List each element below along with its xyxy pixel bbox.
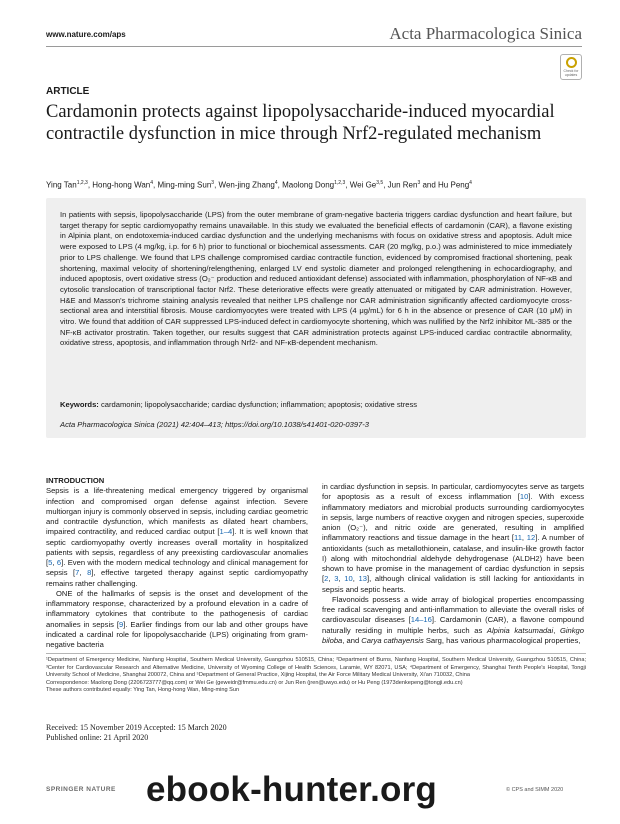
author-affiliation: 4 [150,180,154,186]
author-name: Wen-jing Zhang [218,180,275,190]
section-heading: INTRODUCTION [46,476,105,485]
reference-link[interactable]: 10 [519,492,529,502]
body-column-right [322,482,584,646]
reference-link[interactable]: 13 [358,574,367,584]
reference-link[interactable]: 10 [344,574,353,584]
author-name: Ying Tan [46,180,77,190]
reference-link[interactable]: 5 [48,558,53,567]
species-name: Alpinia katsumadai [486,625,554,635]
body-paragraph: Sepsis is a life-threatening medical emergency triggered by organismal infection and compromised organ defense against infection. Severe multiorgan injury is commonly observed in sepsis, including cardiac geometric and contractile dysfunction, which manifests as dilated heart chambers, impaired contractility, and reduced cardiac output [1–4]. It is well known that septic cardiomyopathy overtly increases overall mortality in hospitalized patients with sepsis, regardless of any preexisting cardiovascular anomalies [5, 6]. Even with the modern medical technology and clinical management for sepsis [7, 8], effective targeted therapy against septic cardiomyopathy remains rather challenging. [46,486,309,588]
journal-name: Acta Pharmacologica Sinica [389,24,582,43]
author-affiliation: 3 [417,180,421,186]
reference-link[interactable]: 2 [324,574,329,584]
author-name: Ming-ming Sun [157,180,212,190]
author-affiliation: 1,2,3 [76,180,88,186]
author-name: Maolong Dong [282,180,335,190]
reference-link[interactable]: 11 [514,533,522,543]
header-url[interactable]: www.nature.com/aps [46,30,126,39]
author-name: Jun Ren [387,180,418,190]
reference-link[interactable]: 7 [75,568,80,578]
affiliation-list: ¹Department of Emergency Medicine, Nanfang Hospital, Southern Medical University, Guangzhou 510515, China; ²Department of Burns, Nanfang Hospital, Southern Medical University, Guangzhou 510515, China; ³Center for Cardiovascular Research and Alternative Medicine, University of Wyoming College of Health Sciences, Laramie, WY 82071, USA; ⁴Department of Emergency, Shanghai Tenth People's Hospital, Tongji University School of Medicine, Shanghai 200072, China and ⁵Department of General Practice, Xijing Hospital, the Air Force Military Medical University, Xi'an 710032, China [46,657,586,679]
author-name: Hong-hong Wan [92,180,151,190]
body-paragraph: Flavonoids possess a wide array of biological properties encompassing free radical scavenging and anti-inflammation to alleviate the overall risks of cardiovascular diseases [14–16]. Cardamonin (CAR), a flavone compound naturally residing in multiple herbs, such as Alpinia katsumadai, Ginkgo biloba, and Carya cathayensis Sarg, has various pharmacological properties, [322,594,584,645]
abstract-text: In patients with sepsis, lipopolysaccharide (LPS) from the outer membrane of gram-negative bacteria triggers cardiac dysfunction and heart failure, but target therapy for septic cardiomyopathy remains unavailable. In this study we evaluated the beneficial effects of cardamonin (CAR), a flavone existing in Alpinia plant, on endotoxemia-induced cardiac dysfunction and the underlying mechanisms with focus on oxidative stress and apoptosis. Adult mice were exposed to LPS (4 mg/kg, i.p. for 6 h) prior to functional or biochemical assessments. CAR (20 mg/kg, p.o.) was administered to mice immediately prior to LPS challenge. We found that LPS challenge compromised cardiac contractile function, evidenced by compromised fractional shortening, peak shortening, maximal velocity of shortening/relengthening, enlarged LV end systolic diameter and prolonged relengthening in echocardiography, and induced apoptosis, overt oxidative stress (O₂⁻ production and reduced antioxidant defense) associated with inflammation, phosphorylation of NF-κB and cytosolic translocation of transcriptional factor Nrf2. These deteriorative effects were greatly attenuated or mitigated by CAR administration. However, H&E and Masson's trichrome staining analysis revealed that neither LPS challenge nor CAR administration significantly affected cardiomyocyte cross-sectional area and interstitial fibrosis. Mouse cardiomyocytes were treated with LPS (4 μg/mL) for 6 h in the absence or presence of CAR (10 μM) in vitro. We found that addition of CAR suppressed LPS-induced defect in cardiomyocyte shortening, which was nullified by the Nrf2 inhibitor ML-385 or the NF-κB activator prostratin. Taken together, our results suggest that CAR administration protects against LPS-induced cardiac contractile abnormality, oxidative stress, apoptosis, and inflammation through Nrf2- and NF-κB-dependent mechanism. [60,210,572,348]
correspondence[interactable]: Correspondence: Maolong Dong (2206723777@qq.com) or Wei Ge (geweidr@fmmu.edu.cn) or Jun Ren (jren@uwyo.edu) or Hu Peng (1973denkepeng@tongji.edu.cn) [46,679,463,686]
published-date: Published online: 21 April 2020 [46,733,149,742]
author-name: Wei Ge [349,180,377,190]
author-affiliation: 4 [274,180,278,186]
body-column-left [46,476,308,650]
header-rule [46,46,582,47]
keywords-label: Keywords: [60,400,99,409]
reference-link[interactable]: 6 [56,558,62,567]
received-accepted-dates: Received: 15 November 2019 Accepted: 15 March 2020 [46,723,227,732]
keywords-list: cardamonin; lipopolysaccharide; cardiac dysfunction; inflammation; apoptosis; oxidative stress [100,400,418,409]
abstract-box [46,198,586,438]
footnote-rule [46,653,586,654]
article-type-label: ARTICLE [46,86,90,97]
keywords [60,400,417,409]
author-affiliation: 1,2,3 [334,180,346,186]
equal-contribution-note: These authors contributed equally: Ying Tan, Hong-hong Wan, Ming-ming Sun [46,687,240,694]
reference-link[interactable]: 9 [118,619,124,629]
species-name: Ginkgo biloba [322,625,584,645]
author-list: Ying Tan$^{1,2,3}$, Hong-hong Wan$^4$, Ming-ming Sun$^3$, Wen-jing Zhang$^4$, Maolong Dong$^{1,2,3}$, Wei Ge$^{3,5}$, Jun Ren$^3$ and Hu Peng$^4$ [46,180,472,190]
check-for-updates-icon[interactable] [560,54,582,80]
article-dates [46,723,227,743]
species-name: Carya cathayensis [361,635,424,645]
author-affiliation: 3 [211,180,215,186]
author-name: Hu Peng [438,180,470,190]
body-paragraph: ONE of the hallmarks of sepsis is the onset and development of the inflammatory response, characterized by a profound elevation in a cadre of inflammatory cytokines that contribute to the pathogenesis of cardiac anomalies in sepsis [9]. Earlier findings from our lab and other groups have indicated a cardinal role for lipopolysaccharide (LPS) originating from gram-negative bacteria [46,588,308,649]
author-affiliation: 4 [469,180,472,186]
updates-badge-label: Check for updates [563,69,579,77]
reference-link[interactable]: 14–16 [410,615,432,625]
reference-link[interactable]: 12 [526,533,536,543]
reference-link[interactable]: 1–4 [219,527,233,537]
affiliations [46,657,586,695]
body-paragraph: in cardiac dysfunction in sepsis. In particular, cardiomyocytes serve as targets for apoptosis as a result of excess inflammation [10]. With excess inflammatory mediators and microbial products surrounding cardiomyocytes in sepsis, large numbers of reactive oxygen and nitrogen species, superoxide anion (O₂⁻), and nitric oxide are generated, resulting in amplified inflammatory reactions and tissue damage in the heart [11, 12]. A number of antioxidants (such as metallothionein, catalase, and insulin-like growth factor I) along with mitochondrial aldehyde dehydrogenase (ALDH2) have been shown to have promise in the management of cardiac dysfunction in sepsis [2, 3, 10, 13], although clinical validation is still lacking for antioxidants in sepsis and septic hearts. [322,482,585,594]
citation-line[interactable]: Acta Pharmacologica Sinica (2021) 42:404–413; https://doi.org/10.1038/s41401-020-0397-3 [60,420,370,429]
publisher-logo: SPRINGER NATURE [46,786,116,793]
updates-ring-icon [566,57,577,68]
author-affiliation: 3,5 [376,180,384,186]
reference-link[interactable]: 3 [334,574,339,584]
copyright-notice: © CPS and SIMM 2020 [506,787,564,793]
watermark-text: ebook-hunter.org [146,770,437,809]
article-title: Cardamonin protects against lipopolysaccharide-induced myocardial contractile dysfunction in mice through Nrf2-regulated mechanism [46,102,555,144]
reference-link[interactable]: 8 [87,568,92,578]
